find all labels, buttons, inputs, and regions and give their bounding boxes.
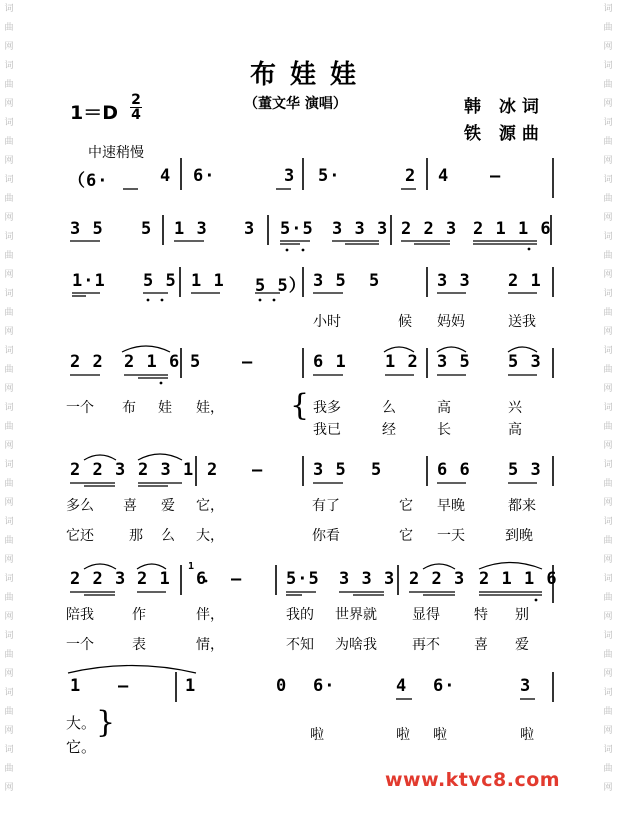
site-logo-text: www.ktvc8.com — [385, 769, 561, 791]
lyric-verse1: 作 — [132, 607, 146, 623]
lyric-verse2: 它还 — [66, 528, 94, 544]
note-group: 2 1 — [508, 271, 542, 291]
lyric-verse2: 经 — [382, 422, 396, 438]
composer-credit: 铁 源曲 — [464, 124, 545, 144]
lyric-verse2: 情， — [196, 637, 224, 653]
lyric-verse1: 高 — [437, 400, 451, 416]
note-group: 0 — [276, 676, 288, 696]
lyric-verse1: 布 — [122, 400, 136, 416]
note-group: 2 1 — [137, 569, 171, 589]
lyric-verse2: 它 — [399, 528, 413, 544]
lyric-verse1: 大。 — [66, 714, 97, 732]
note-group: 6 — [196, 569, 208, 589]
lyric-verse2: 喜 — [474, 637, 488, 653]
lyric-verse1: 都来 — [508, 498, 536, 514]
lyric-verse2: 大， — [196, 528, 224, 544]
time-signature: 2 4 — [131, 92, 141, 123]
note-group: 6 6 — [437, 460, 471, 480]
note-group: 3 — [520, 676, 532, 696]
lyric-verse1: 啦 — [520, 727, 534, 743]
lyric-verse1: 我多 — [313, 400, 341, 416]
note-group: 5 5 — [143, 271, 177, 291]
watermark-left: 词曲网词曲网词曲网词曲网词曲网词曲网词曲网词曲网词曲网词曲网词曲网词曲网词曲网词曲网 — [4, 4, 14, 793]
lyric-verse2: 你看 — [312, 528, 340, 544]
note-group: 2 1 6 — [124, 352, 181, 372]
note-group: 1 — [185, 676, 197, 696]
lyric-verse1: 喜 — [123, 498, 137, 514]
lyric-verse1: 候 — [398, 314, 412, 330]
grace-note: 1 — [188, 561, 196, 572]
note-group: 3 5 — [70, 219, 104, 239]
lyric-verse1: 有了 — [312, 498, 340, 514]
note-group: 1 — [70, 676, 82, 696]
note-group: 1 2 — [385, 352, 419, 372]
note-group: 2 2 3 — [409, 569, 466, 589]
note-group: 2 2 3 — [70, 569, 127, 589]
lyric-verse2: 不知 — [286, 637, 314, 653]
lyric-verse1: 送我 — [508, 314, 536, 330]
tempo-marking: 中速稍慢 — [88, 145, 144, 161]
note-group: 6· — [193, 166, 216, 186]
note-group: 1·1 — [72, 271, 106, 291]
lyric-verse2: 再不 — [412, 637, 440, 653]
note-group: 5 — [190, 352, 202, 372]
note-group: 5 — [369, 271, 381, 291]
verse-brace: { — [290, 388, 310, 423]
lyric-verse1: 世界就 — [335, 607, 377, 623]
lyric-verse1: 兴 — [508, 400, 522, 416]
note-group: 3 3 — [437, 271, 471, 291]
lyric-verse1: 娃 — [158, 400, 172, 416]
lyric-verse1: 早晚 — [437, 498, 465, 514]
note-group: 5· — [318, 166, 341, 186]
lyric-verse1: 别 — [515, 607, 529, 623]
lyric-verse1: 爱 — [161, 498, 175, 514]
note-group: — — [118, 676, 130, 696]
note-group: — — [490, 166, 502, 186]
note-group: 1 3 — [174, 219, 208, 239]
watermark-right: 词曲网词曲网词曲网词曲网词曲网词曲网词曲网词曲网词曲网词曲网词曲网词曲网词曲网词曲网 — [603, 4, 613, 793]
lyric-verse2: 为啥我 — [335, 637, 377, 653]
note-group: 3 — [284, 166, 296, 186]
lyric-verse2: 它。 — [66, 738, 97, 756]
lyric-verse1: 啦 — [396, 727, 410, 743]
note-group: 3 3 3 — [339, 569, 396, 589]
lyric-verse2: 到晚 — [505, 528, 533, 544]
note-group: 2 2 3 — [70, 460, 127, 480]
lyric-verse1: 我的 — [286, 607, 314, 623]
note-group: 2 2 — [70, 352, 104, 372]
note-group: 5 3 — [508, 352, 542, 372]
lyric-verse1: 啦 — [310, 727, 324, 743]
note-group: 5 — [371, 460, 383, 480]
lyric-verse1: 伴， — [196, 607, 224, 623]
note-group: 3 5 — [437, 352, 471, 372]
note-group: 5·5 — [280, 219, 314, 239]
note-group: 4 — [396, 676, 408, 696]
note-group: 2 2 3 — [401, 219, 458, 239]
lyric-verse1: 特 — [474, 607, 488, 623]
note-group: 2 1 1 6 — [473, 219, 552, 239]
lyric-verse2: 高 — [508, 422, 522, 438]
note-group: 2 — [207, 460, 219, 480]
note-group: 3 3 3 — [332, 219, 389, 239]
lyric-verse1: 显得 — [412, 607, 440, 623]
lyric-verse1: 它 — [399, 498, 413, 514]
lyric-verse1: 妈妈 — [437, 314, 465, 330]
lyric-verse1: 一个 — [66, 400, 94, 416]
singer-credit: （董文华 演唱） — [244, 96, 347, 112]
key-signature: 1＝D — [70, 102, 118, 124]
note-group: — — [242, 352, 254, 372]
lyric-verse1: 娃， — [196, 400, 224, 416]
note-group: 2 1 1 6 — [479, 569, 558, 589]
ending-brace: } — [96, 705, 116, 740]
note-group: 1 1 — [191, 271, 225, 291]
lyricist-credit: 韩 冰词 — [464, 97, 545, 117]
lyric-verse1: 小时 — [313, 314, 341, 330]
lyric-verse2: 一天 — [437, 528, 465, 544]
note-group: （6· — [68, 171, 109, 191]
note-group: 3 5 — [313, 271, 347, 291]
lyric-verse2: 么 — [161, 528, 175, 544]
lyric-verse2: 表 — [132, 637, 146, 653]
lyric-verse2: 长 — [437, 422, 451, 438]
note-group: 2 — [405, 166, 417, 186]
note-group: 2 3 1 — [138, 460, 195, 480]
note-group: 5 3 — [508, 460, 542, 480]
lyric-verse2: 那 — [129, 528, 143, 544]
lyric-verse1: 啦 — [433, 727, 447, 743]
note-group: 5 — [141, 219, 153, 239]
song-title: 布娃娃 — [250, 60, 371, 90]
lyric-verse2: 我已 — [313, 422, 341, 438]
lyric-verse2: 爱 — [515, 637, 529, 653]
note-group: 6· — [313, 676, 336, 696]
note-group: 3 — [244, 219, 256, 239]
note-group: 4 — [160, 166, 172, 186]
lyric-verse1: 么 — [382, 400, 396, 416]
lyric-verse2: 一个 — [66, 637, 94, 653]
note-group: — — [231, 569, 243, 589]
note-group: 5 5） — [255, 276, 307, 296]
lyric-verse1: 它， — [196, 498, 224, 514]
note-group: 4 — [438, 166, 450, 186]
lyric-verse1: 多么 — [66, 498, 94, 514]
note-group: 6· — [433, 676, 456, 696]
lyric-verse1: 陪我 — [66, 607, 94, 623]
note-group: — — [252, 460, 264, 480]
note-group: 5·5 — [286, 569, 320, 589]
note-group: 6 1 — [313, 352, 347, 372]
note-group: 3 5 — [313, 460, 347, 480]
